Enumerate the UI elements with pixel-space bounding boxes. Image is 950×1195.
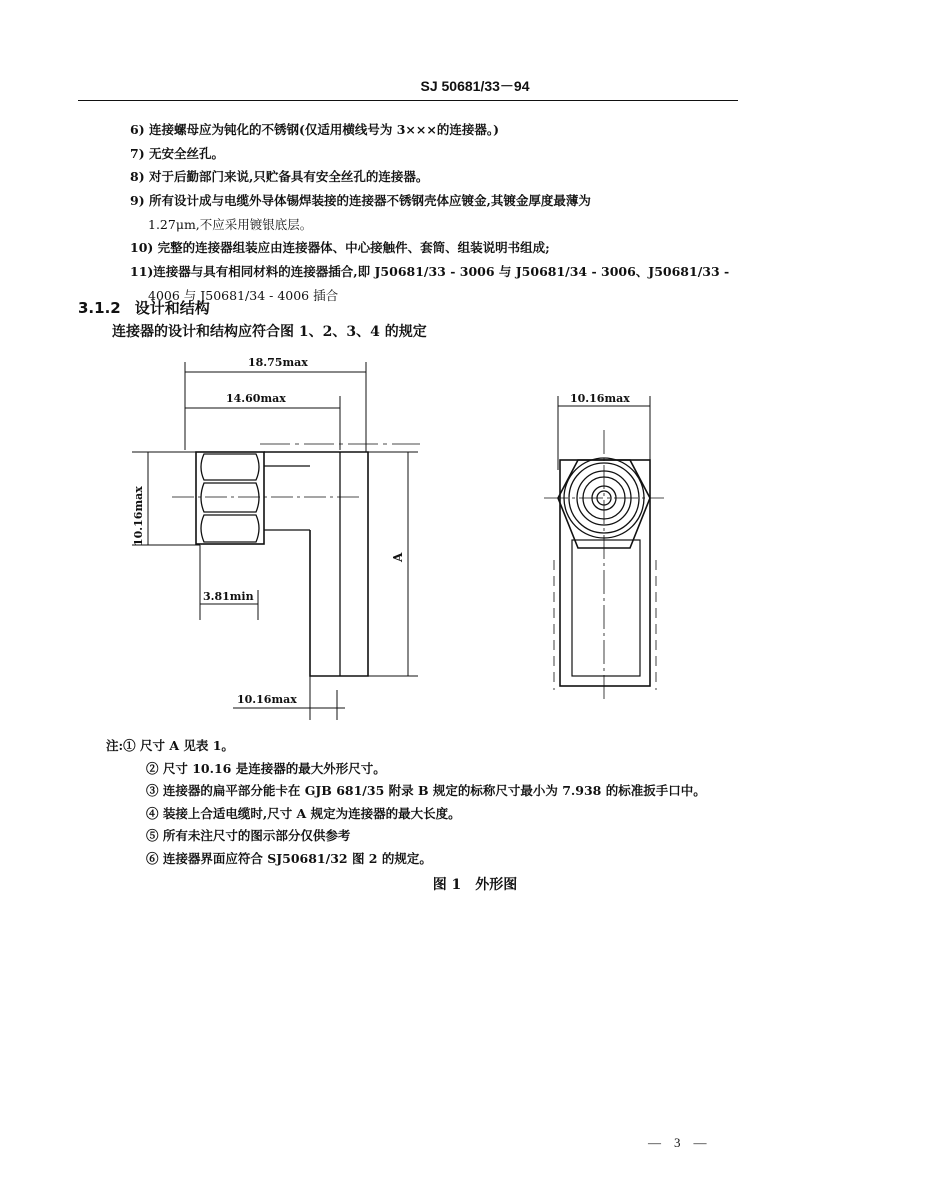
dim-end-width: 10.16max	[237, 693, 297, 706]
document-header: SJ 50681/33－94	[420, 78, 530, 94]
dim-height: 10.16max	[132, 486, 145, 546]
dim-overall-length: 18.75max	[248, 356, 308, 369]
note-item: ④ 装接上合适电缆时,尺寸 A 规定为连接器的最大长度。	[146, 805, 461, 821]
dim-nut-length: 14.60max	[226, 392, 286, 405]
list-item: 11)连接器与具有相同材料的连接器插合,即 J50681/33 - 3006 与 J50681/34 - 3006、J50681/33 -	[130, 264, 730, 280]
list-item: 10) 完整的连接器组装应由连接器体、中心接触件、套筒、组装说明书组成;	[130, 240, 550, 256]
side-view	[132, 356, 420, 720]
page-number: — 3 —	[648, 1135, 707, 1150]
figure-notes	[106, 735, 706, 871]
list-item: 8) 对于后勤部门来说,只贮备具有安全丝孔的连接器。	[130, 169, 429, 185]
list-item: 9) 所有设计成与电缆外导体锡焊装接的连接器不锈钢壳体应镀金,其镀金厚度最薄为	[130, 193, 591, 209]
dim-a: A	[391, 552, 405, 562]
section-body: 连接器的设计和结构应符合图 1、2、3、4 的规定	[112, 324, 427, 340]
note-item: ⑤ 所有未注尺寸的图示部分仅供参考	[146, 828, 351, 844]
dim-body-width: 10.16max	[570, 392, 630, 405]
list-item: 7) 无安全丝孔。	[130, 145, 224, 161]
dim-min-length: 3.81min	[203, 590, 254, 603]
section-title: 设计和结构	[134, 299, 210, 317]
note-item: ② 尺寸 10.16 是连接器的最大外形尺寸。	[146, 760, 386, 776]
list-item-continuation: 4006 与 J50681/34 - 4006 插合	[148, 287, 339, 303]
note-item: 注:① 尺寸 A 见表 1。	[106, 738, 234, 753]
note-item: ⑥ 连接器界面应符合 SJ50681/32 图 2 的规定。	[146, 850, 432, 866]
list-item-continuation: 1.27μm,不应采用镀银底层。	[148, 216, 313, 232]
list-item: 6) 连接螺母应为钝化的不锈钢(仅适用横线号为 3×××的连接器。)	[130, 122, 500, 137]
figure-caption: 图 1 外形图	[432, 877, 518, 893]
end-view	[544, 392, 664, 700]
section-number: 3.1.2	[78, 299, 121, 317]
note-item: ③ 连接器的扁平部分能卡在 GJB 681/35 附录 B 规定的标称尺寸最小为 7.938 的标准扳手口中。	[146, 783, 706, 799]
